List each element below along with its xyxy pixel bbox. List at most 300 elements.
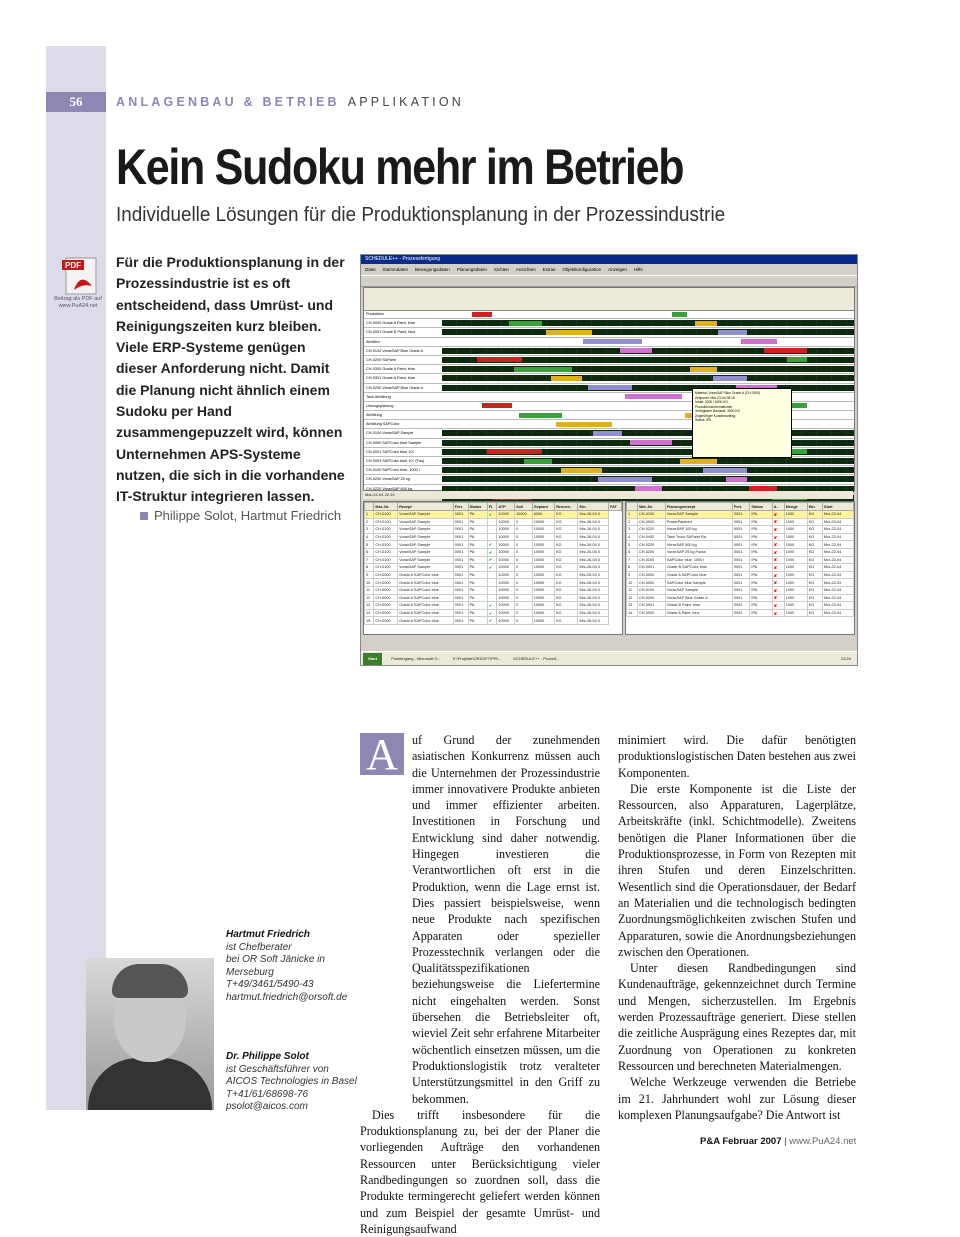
table-cell: 1000 bbox=[784, 609, 807, 617]
table-cell: ✔ bbox=[487, 602, 497, 610]
table-cell: ✘ bbox=[772, 602, 784, 610]
table-header-cell[interactable]: Geplant bbox=[532, 503, 554, 511]
table-cell: Grade A SAPColor blue bbox=[398, 571, 454, 579]
table-cell: VoraxSAP Sample bbox=[398, 511, 454, 519]
tooltip-line: Zugehöriger Kundenauftrag bbox=[695, 413, 736, 418]
table-cell: PA bbox=[468, 548, 487, 556]
table-cell: CH-0000 bbox=[374, 579, 398, 587]
table-cell: KG bbox=[807, 564, 822, 572]
table-row[interactable] bbox=[627, 518, 854, 526]
gantt-row-label: CH-0300 Grade A Paint, blue bbox=[366, 367, 415, 372]
table-cell: Mrz-23-04 bbox=[822, 511, 853, 519]
table-cell: KG bbox=[807, 533, 822, 541]
bio-line: ist Geschäftsführer von bbox=[226, 1063, 329, 1075]
gantt-bar bbox=[556, 422, 612, 427]
table-row[interactable] bbox=[627, 564, 854, 572]
gantt-bar bbox=[598, 477, 652, 482]
menu-item[interactable]: Planungsdaten bbox=[456, 267, 487, 272]
gantt-timeline-header bbox=[364, 288, 854, 311]
gantt-row bbox=[364, 365, 854, 374]
table-cell: 6 bbox=[365, 548, 374, 556]
table-row[interactable] bbox=[627, 609, 854, 617]
gantt-row-label: Umzugsplanung bbox=[366, 403, 394, 408]
gantt-bar bbox=[482, 403, 512, 408]
table-header-cell[interactable]: A.. bbox=[772, 503, 784, 511]
gantt-bar bbox=[593, 431, 622, 436]
gantt-bar bbox=[672, 312, 687, 317]
table-cell: ✘ bbox=[772, 609, 784, 617]
table-header-cell[interactable]: Mat.-Nr. bbox=[638, 503, 666, 511]
gantt-bar bbox=[588, 385, 632, 390]
table-cell: 0001 bbox=[453, 541, 468, 549]
table-cell: ✘ bbox=[772, 579, 784, 587]
bio-line: Merseburg bbox=[226, 966, 274, 978]
table-cell: Mrz-23-04 bbox=[822, 533, 853, 541]
table-row[interactable] bbox=[365, 602, 622, 610]
table-cell: KG bbox=[555, 617, 578, 625]
table-cell: IPA bbox=[750, 541, 772, 549]
table-cell: IPA bbox=[750, 594, 772, 602]
table-header-cell[interactable]: Menge bbox=[784, 503, 807, 511]
table-cell: 10000 bbox=[532, 518, 554, 526]
table-cell: Mrz-23-04 bbox=[822, 526, 853, 534]
table-row[interactable] bbox=[365, 533, 622, 541]
table-row[interactable] bbox=[365, 548, 622, 556]
gantt-row-label: CH-0102 VoraxSAP Blue Grade A bbox=[366, 348, 424, 353]
table-cell: 1 bbox=[365, 511, 374, 519]
table-row[interactable] bbox=[627, 602, 854, 610]
menu-item[interactable]: Hilfe bbox=[633, 267, 643, 272]
table-cell: 10000 bbox=[497, 602, 515, 610]
table-row[interactable] bbox=[365, 571, 622, 579]
table-header-cell[interactable]: Status bbox=[468, 503, 487, 511]
pdf-icon[interactable] bbox=[62, 256, 102, 296]
gantt-row-area bbox=[442, 421, 854, 427]
table-cell: 1000 bbox=[784, 533, 807, 541]
table-cell: 5 bbox=[365, 541, 374, 549]
gantt-row-label: CH-0301 Grade A Paint, blue bbox=[366, 376, 415, 381]
gantt-row-area bbox=[442, 357, 854, 363]
paragraph: Die erste Komponente ist die Liste der Ressourcen, also Apparaturen, Lagerplätze, Arbeitskräfte (inkl. Schichtmodelle). Zweitens benötigen die Planer Informationen über die Produktionsprozesse, in Form von Rezepten mit ihren Stufen und deren Einzelschritten. Wesentlich sind die Operationsdauer, der Bedarf an Materialien und die technologisch bedingten Zuordnungsmöglichkeiten zwischen Stufen und Apparaturen, sowie die Anordnungsbeziehungen zwischen den Operationen. bbox=[618, 781, 856, 959]
table-cell: 6 bbox=[627, 548, 638, 556]
table-cell: KG bbox=[807, 571, 822, 579]
table-cell: 10000 bbox=[497, 617, 515, 625]
gantt-row-label: CH-0003 SAPColor blue 10 l (Fas) bbox=[366, 459, 425, 463]
table-row[interactable] bbox=[365, 541, 622, 549]
table-cell: ✔ bbox=[487, 564, 497, 572]
table-cell: 3 bbox=[627, 526, 638, 534]
table-row[interactable] bbox=[365, 564, 622, 572]
window-title: SCHEDULE++ - Prozessfertigung bbox=[361, 255, 857, 264]
table-cell: ✘ bbox=[772, 571, 784, 579]
table-cell: KG bbox=[555, 541, 578, 549]
table-cell: CH-0001 bbox=[638, 564, 666, 572]
table-cell: IPA bbox=[750, 602, 772, 610]
table-cell: KG bbox=[807, 541, 822, 549]
bio-line: psolot@aicos.com bbox=[226, 1101, 308, 1112]
menu-item[interactable]: Sichten bbox=[493, 267, 509, 272]
table-cell: IPA bbox=[750, 533, 772, 541]
table-cell: 0001 bbox=[453, 533, 468, 541]
authors-names: Philippe Solot, Hartmut Friedrich bbox=[154, 508, 342, 523]
start-button[interactable]: Start bbox=[363, 653, 382, 665]
sidebar-strip bbox=[46, 46, 106, 1110]
table-cell: VoraxSAP Sample bbox=[665, 511, 732, 519]
right-order-table bbox=[625, 501, 855, 635]
gantt-row-area bbox=[442, 320, 854, 326]
table-cell: VoraxSAP Sample bbox=[665, 586, 732, 594]
table-row[interactable] bbox=[365, 579, 622, 587]
table-row[interactable] bbox=[365, 526, 622, 534]
table-cell: ✘ bbox=[772, 586, 784, 594]
table-row[interactable] bbox=[627, 586, 854, 594]
tooltip-line: Status: IPA bbox=[695, 418, 712, 422]
table-cell: IPA bbox=[750, 526, 772, 534]
gantt-row-label: CH-0200 SAPaint bbox=[366, 357, 396, 362]
table-cell: 0001 bbox=[732, 579, 750, 587]
menu-item[interactable]: Extras bbox=[542, 267, 556, 272]
gantt-row-area bbox=[442, 375, 854, 381]
table-cell: CH-0000 bbox=[638, 518, 666, 526]
table-cell: 0 bbox=[515, 548, 533, 556]
menu-item[interactable]: Objektkonfiguration bbox=[562, 267, 602, 272]
gantt-bar bbox=[519, 413, 562, 418]
tooltip-line: Zeitpunkt: Mar-23-04 08:15 bbox=[695, 395, 735, 400]
table-header-cell[interactable]: Rezept bbox=[398, 503, 454, 511]
table-cell: PA bbox=[468, 533, 487, 541]
table-cell: 4 bbox=[627, 533, 638, 541]
table-cell: IPA bbox=[750, 609, 772, 617]
table-cell: CH-0200 bbox=[638, 548, 666, 556]
table-cell: 7 bbox=[627, 556, 638, 564]
table-cell: 1000 bbox=[784, 594, 807, 602]
table-cell: VoraxSAP Sample bbox=[398, 541, 454, 549]
table-cell bbox=[487, 586, 497, 594]
table-cell: Mrz-26-04 0 bbox=[578, 541, 609, 549]
taskbar-item[interactable]: E:\Projekte\ORSOFT\PR\... bbox=[452, 656, 502, 661]
table-cell: 10000 bbox=[497, 518, 515, 526]
table-cell: IPA bbox=[750, 548, 772, 556]
table-cell: 9 bbox=[365, 571, 374, 579]
photo-shoulders bbox=[88, 1058, 212, 1110]
table-cell: 8 bbox=[365, 564, 374, 572]
taskbar-item[interactable]: SCHEDULE++ - Prozeß... bbox=[513, 656, 560, 661]
table-cell: KG bbox=[807, 548, 822, 556]
table-cell: 6000 bbox=[532, 511, 554, 519]
gantt-bar bbox=[514, 367, 572, 372]
table-cell: CH-0000 bbox=[374, 594, 398, 602]
table-cell: Mrz-26-04 0 bbox=[578, 609, 609, 617]
table-cell: 0001 bbox=[732, 526, 750, 534]
table-cell: 10000 bbox=[497, 533, 515, 541]
table-cell: 10000 bbox=[532, 609, 554, 617]
software-screenshot bbox=[360, 254, 858, 666]
table-cell: 0 bbox=[515, 571, 533, 579]
svg-text:PDF: PDF bbox=[65, 261, 81, 270]
table-cell: 0001 bbox=[453, 579, 468, 587]
gantt-chart bbox=[363, 287, 855, 491]
table-cell: 12 bbox=[365, 594, 374, 602]
table-cell: 11 bbox=[627, 586, 638, 594]
tooltip-line: Verfügbarer Bestand: 3000 KG bbox=[695, 409, 741, 413]
table-cell: 0 bbox=[515, 579, 533, 587]
table-header-cell bbox=[365, 503, 374, 511]
table-cell: 1000 bbox=[784, 556, 807, 564]
table-cell: KG bbox=[555, 518, 578, 526]
table-cell: 10000 bbox=[497, 586, 515, 594]
left-order-table bbox=[363, 501, 623, 635]
menu-bar bbox=[361, 265, 857, 274]
table-row[interactable] bbox=[365, 556, 622, 564]
bio-name: Hartmut Friedrich bbox=[226, 929, 310, 940]
table-cell: 10000 bbox=[532, 556, 554, 564]
gantt-row-area bbox=[442, 329, 854, 335]
table-cell: 0001 bbox=[732, 586, 750, 594]
table-header-cell[interactable]: ATP bbox=[497, 503, 515, 511]
gantt-row-area bbox=[442, 366, 854, 372]
gantt-bar bbox=[625, 394, 682, 399]
table-cell: 15 bbox=[365, 617, 374, 625]
table-cell: 0001 bbox=[732, 594, 750, 602]
gantt-bar bbox=[477, 357, 522, 362]
table-cell: PA bbox=[468, 511, 487, 519]
gantt-bar bbox=[509, 321, 542, 326]
table-cell: Mrz-26-04 0 bbox=[578, 548, 609, 556]
gantt-row-label: Abfüllung bbox=[366, 413, 382, 418]
menu-item[interactable]: Datei bbox=[365, 267, 376, 272]
gantt-row-area bbox=[442, 449, 854, 455]
table-header-cell[interactable]: Soll bbox=[515, 503, 533, 511]
table-cell: CH-0100 bbox=[374, 511, 398, 519]
gantt-bar bbox=[551, 376, 582, 381]
page-number: 56 bbox=[69, 94, 83, 109]
gantt-bar bbox=[713, 376, 747, 381]
table-cell: 10000 bbox=[497, 556, 515, 564]
tooltip-line: Material: VoraxSAP Blue Grade A (CH-0200) bbox=[695, 391, 761, 395]
gantt-row-area bbox=[442, 385, 854, 391]
gantt-row-label: CH-0000 Grade A Paint, blue bbox=[366, 321, 415, 326]
table-cell: 0 bbox=[515, 564, 533, 572]
paragraph: Unter diesen Randbedingungen sind Kundenaufträge, gekennzeichnet durch Termine und Mengen, sicherzustellen. Im Ergebnis werden Prozessaufträge generiert. Diese stellen die zeitliche Ausprägung eines Rezeptes dar, mit Zuordnung von Operationen zu konkreten Ressourcen und berechneten Materialmengen. bbox=[618, 961, 856, 1073]
table-cell: CH-0000 bbox=[374, 571, 398, 579]
table-cell: CH-0100 bbox=[374, 526, 398, 534]
table-cell: PA bbox=[468, 526, 487, 534]
table-cell: IPA bbox=[750, 556, 772, 564]
table-cell: CH-0000 bbox=[374, 617, 398, 625]
table-cell: 0001 bbox=[453, 586, 468, 594]
order-tables bbox=[363, 501, 853, 633]
table-row[interactable] bbox=[365, 594, 622, 602]
table-header-cell[interactable]: Ein. bbox=[578, 503, 609, 511]
table-cell: CH-0100 bbox=[638, 511, 666, 519]
footer-separator: | bbox=[781, 1136, 790, 1147]
table-cell: 0001 bbox=[732, 609, 750, 617]
bio-friedrich bbox=[226, 929, 347, 1004]
gantt-bar bbox=[583, 339, 642, 344]
table-row[interactable] bbox=[627, 548, 854, 556]
gantt-bar bbox=[726, 477, 747, 482]
bio-line: hartmut.friedrich@orsoft.de bbox=[226, 991, 348, 1003]
drop-cap: A bbox=[360, 733, 404, 775]
table-cell: ✔ bbox=[487, 511, 497, 519]
table-cell: Mrz-23-04 bbox=[822, 609, 853, 617]
table-cell: 0001 bbox=[453, 617, 468, 625]
gantt-row bbox=[364, 356, 854, 365]
table-cell: PA bbox=[468, 617, 487, 625]
table-cell: Mrz-22-04 bbox=[822, 571, 853, 579]
table-cell: Grade A SAPColor blue bbox=[398, 594, 454, 602]
table-cell: 2 bbox=[365, 518, 374, 526]
table-cell: ✔ bbox=[487, 548, 497, 556]
table-cell: ✘ bbox=[772, 541, 784, 549]
gantt-bar bbox=[524, 459, 552, 464]
table-cell: 10000 bbox=[532, 564, 554, 572]
headline: Kein Sudoku mehr im Betrieb bbox=[116, 139, 684, 195]
table-row[interactable] bbox=[365, 586, 622, 594]
table-row[interactable] bbox=[365, 511, 622, 519]
gantt-row-area bbox=[442, 348, 854, 354]
gantt-bar bbox=[472, 312, 492, 317]
table-cell: Mrz-26-04 0 bbox=[578, 511, 609, 519]
article-column-2 bbox=[618, 732, 856, 1123]
menu-item[interactable]: Anzeigen bbox=[608, 267, 627, 272]
table-cell: 0001 bbox=[732, 571, 750, 579]
table-row[interactable] bbox=[627, 579, 854, 587]
bullet-square-icon bbox=[140, 512, 148, 520]
table-cell: 5 bbox=[627, 541, 638, 549]
table-header-cell[interactable]: Fert. bbox=[732, 503, 750, 511]
table-header-cell[interactable]: FAT bbox=[609, 503, 622, 511]
table-cell: 10000 bbox=[532, 533, 554, 541]
table-cell: KG bbox=[807, 594, 822, 602]
table-header-cell[interactable]: Rennen. bbox=[555, 503, 578, 511]
table-row[interactable] bbox=[627, 571, 854, 579]
table-header-cell[interactable]: Fert. bbox=[453, 503, 468, 511]
table-cell: VoraxSAP Sample bbox=[398, 564, 454, 572]
table-cell: 9 bbox=[627, 571, 638, 579]
footer-url[interactable]: www.PuA24.net bbox=[789, 1136, 857, 1147]
table-cell: 10 bbox=[627, 579, 638, 587]
table-cell: ✘ bbox=[772, 564, 784, 572]
table-header-cell[interactable]: Planungsrezept bbox=[665, 503, 732, 511]
table-cell: SAPColor blue, 1000 l bbox=[665, 556, 732, 564]
table-row[interactable] bbox=[365, 617, 622, 625]
gantt-bar bbox=[546, 330, 592, 335]
table-cell: 0001 bbox=[453, 556, 468, 564]
toolbar bbox=[361, 275, 857, 287]
table-cell: Grade A SAPColor blue bbox=[665, 571, 732, 579]
table-cell: Mrz-23-04 bbox=[822, 602, 853, 610]
table-cell: Mrz-22-04 bbox=[822, 556, 853, 564]
paragraph: Welche Werkzeuge verwenden die Betriebe im 21. Jahrhundert wohl zur Lösung dieser komplexen Planungsaufgabe? Die Antwort ist bbox=[618, 1075, 856, 1122]
table-cell: 0001 bbox=[453, 548, 468, 556]
table-cell: KG bbox=[555, 556, 578, 564]
gantt-row-area bbox=[442, 403, 854, 409]
pdf-caption: Beitrag als PDF auf www.PuA24.net bbox=[54, 296, 102, 309]
table-cell: Mrz-26-04 0 bbox=[578, 594, 609, 602]
table-row[interactable] bbox=[627, 594, 854, 602]
table-header-cell[interactable]: Start bbox=[822, 503, 853, 511]
gantt-row-area bbox=[442, 467, 854, 473]
menu-item[interactable]: Bewegungsdaten bbox=[415, 267, 450, 272]
table-cell: 0 bbox=[515, 526, 533, 534]
table-cell: 1000 bbox=[784, 586, 807, 594]
table-cell: 0 bbox=[515, 617, 533, 625]
section-title: ANLAGENBAU & BETRIEB bbox=[116, 95, 340, 109]
table-header-cell[interactable]: Status bbox=[750, 503, 772, 511]
table-cell: Grade A SAPColor blue bbox=[398, 602, 454, 610]
subtitle: Individuelle Lösungen für die Produktionsplanung in der Prozessindustrie bbox=[116, 203, 726, 226]
table-cell: VoraxSAP Sample bbox=[398, 518, 454, 526]
table-header-cell[interactable]: Mat.-Nr. bbox=[374, 503, 398, 511]
table-cell: KG bbox=[807, 518, 822, 526]
gantt-bar bbox=[630, 440, 672, 445]
table-cell bbox=[487, 594, 497, 602]
taskbar-item[interactable]: Posteingang - Microsoft O... bbox=[391, 656, 441, 661]
table-cell: CH-0000 bbox=[374, 609, 398, 617]
table-cell: 0001 bbox=[453, 564, 468, 572]
table-cell: 4 bbox=[365, 533, 374, 541]
table-cell: 1000 bbox=[784, 518, 807, 526]
gantt-bar bbox=[620, 348, 652, 353]
gantt-bar bbox=[690, 367, 717, 372]
table-cell: PA bbox=[468, 609, 487, 617]
table-row[interactable] bbox=[627, 511, 854, 519]
table-cell: 0001 bbox=[732, 541, 750, 549]
table-row[interactable] bbox=[627, 526, 854, 534]
table-cell: Grade A SAPColor blue bbox=[398, 617, 454, 625]
table-row[interactable] bbox=[365, 609, 622, 617]
table-cell: KG bbox=[555, 526, 578, 534]
table-row[interactable] bbox=[365, 518, 622, 526]
table-cell: 10000 bbox=[532, 526, 554, 534]
table-cell: Mrz-26-04 0 bbox=[578, 564, 609, 572]
table-row[interactable] bbox=[627, 556, 854, 564]
gantt-row-label: Abfüllung SAPColor bbox=[366, 422, 400, 427]
table-cell: 0 bbox=[515, 586, 533, 594]
table-cell: IPA bbox=[750, 586, 772, 594]
table-cell: 0001 bbox=[453, 602, 468, 610]
menu-item[interactable]: Ansichten bbox=[515, 267, 536, 272]
table-row[interactable] bbox=[627, 541, 854, 549]
gantt-row-area bbox=[442, 412, 854, 418]
table-row[interactable] bbox=[627, 533, 854, 541]
table-cell: 0 bbox=[515, 533, 533, 541]
table-header-cell[interactable]: Ein. bbox=[807, 503, 822, 511]
table-cell: KG bbox=[807, 609, 822, 617]
gantt-row-label: CH-0200 VoraxSAP Blue Grade A bbox=[366, 385, 424, 390]
table-cell: 10000 bbox=[497, 571, 515, 579]
table-cell: KG bbox=[555, 571, 578, 579]
article-column-1 bbox=[360, 732, 600, 1237]
table-cell: 10000 bbox=[532, 602, 554, 610]
table-header-cell[interactable]: Fi. bbox=[487, 503, 497, 511]
table-cell: CH-0100 bbox=[374, 556, 398, 564]
table-cell: CH-0000 bbox=[374, 602, 398, 610]
table-cell: 1000 bbox=[784, 541, 807, 549]
gantt-bar bbox=[561, 468, 602, 473]
gantt-row-area bbox=[442, 339, 854, 345]
table-cell: 10000 bbox=[497, 609, 515, 617]
table-cell: Grade A SAPColor blue bbox=[398, 579, 454, 587]
table-cell: PA bbox=[468, 594, 487, 602]
table-cell: VoraxSAP Sample bbox=[398, 556, 454, 564]
menu-item[interactable]: Stammdaten bbox=[382, 267, 409, 272]
gantt-row-label: CH-0200 VoraxSAP 25 kg bbox=[366, 477, 410, 482]
table-cell bbox=[487, 579, 497, 587]
table-cell: 0001 bbox=[453, 511, 468, 519]
table-cell bbox=[487, 533, 497, 541]
